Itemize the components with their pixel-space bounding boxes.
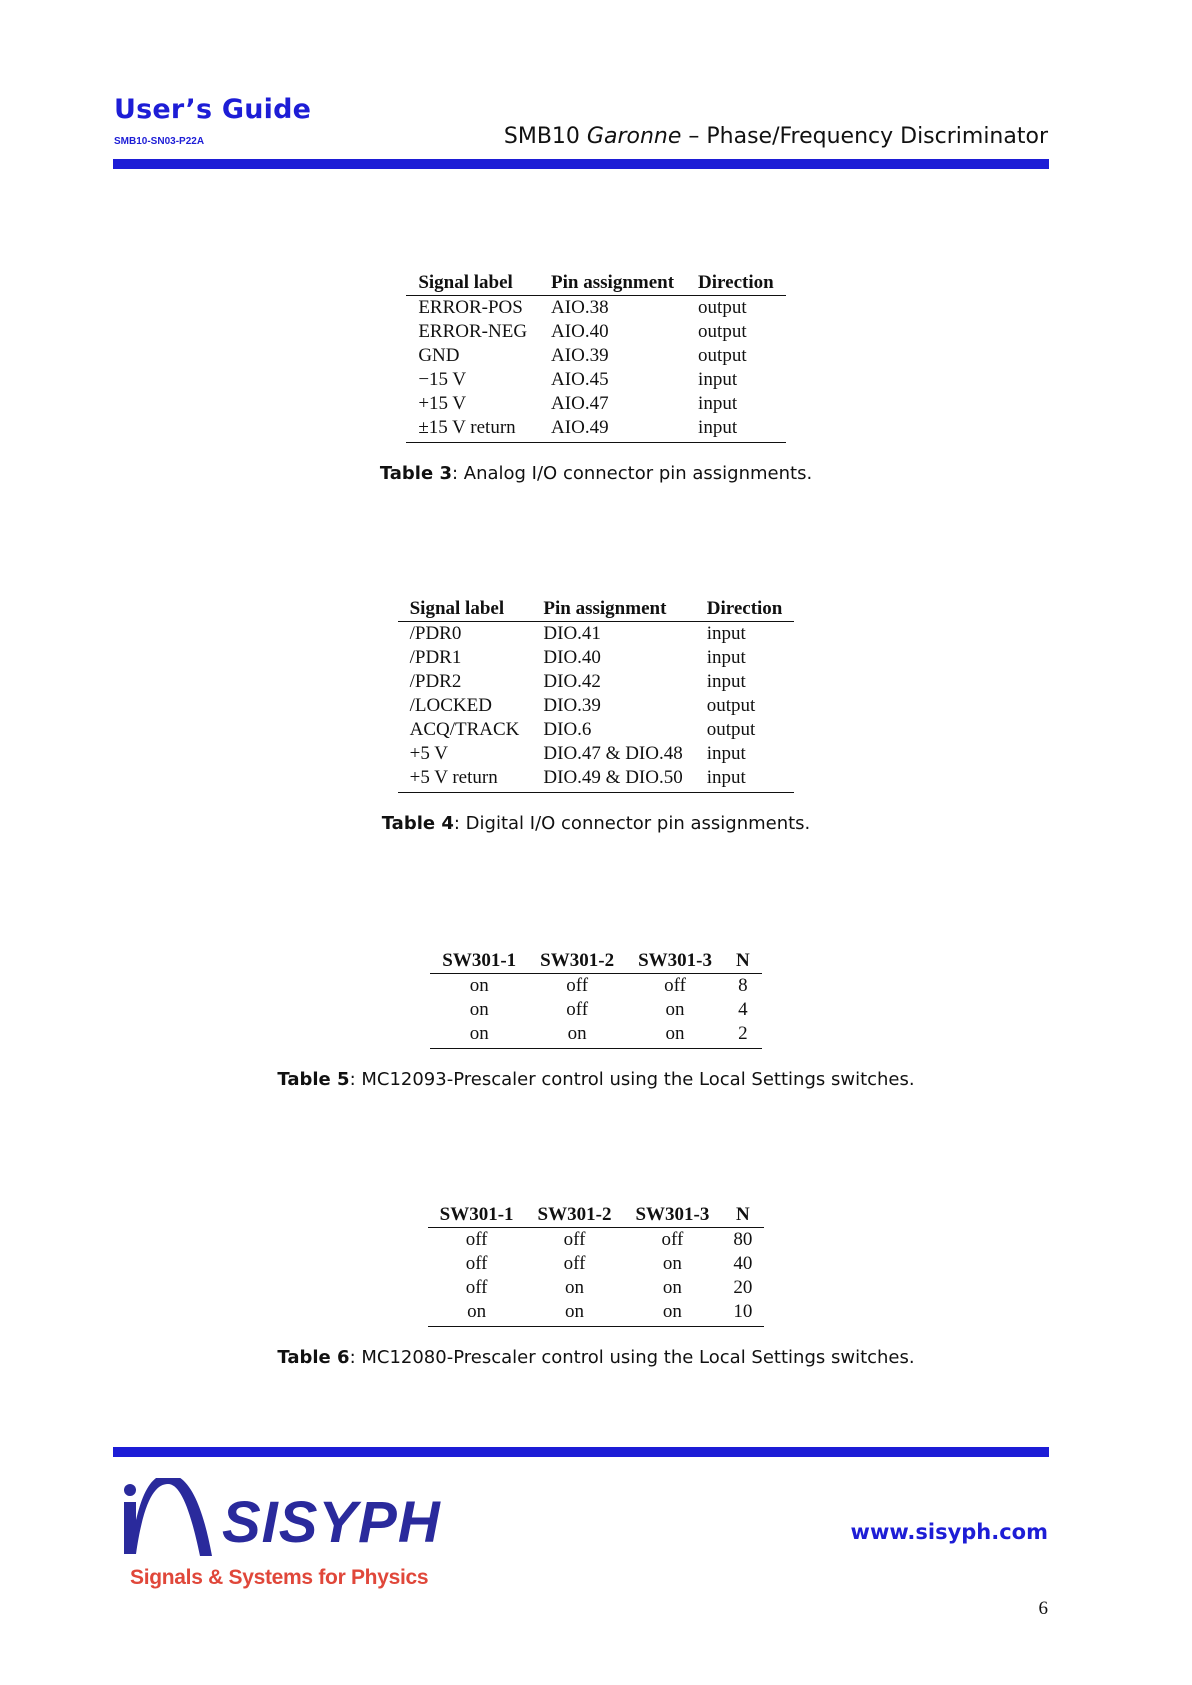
table-cell: DIO.41 <box>543 623 601 644</box>
table-row <box>406 392 785 416</box>
mc12093-prescaler-table <box>430 948 761 1049</box>
table-cell: on <box>565 1277 584 1298</box>
logo-wordmark: SISYPH <box>222 1490 441 1555</box>
table-row <box>428 1228 765 1253</box>
table-cell: /PDR2 <box>409 671 462 692</box>
mc12080-prescaler-table <box>428 1202 765 1327</box>
table-cell: input <box>698 393 738 414</box>
table-header: Pin assignment <box>539 271 686 296</box>
table-cell: 40 <box>733 1253 753 1274</box>
footer-rule <box>113 1447 1049 1457</box>
table-cell: AIO.38 <box>551 297 609 318</box>
table-cell: on <box>428 1300 526 1327</box>
table-cell: off <box>566 999 589 1020</box>
caption-label: Table 5 <box>277 1069 350 1090</box>
table-cell: DIO.40 <box>543 647 601 668</box>
table-cell: AIO.40 <box>551 321 609 342</box>
table-row <box>398 670 795 694</box>
caption-label: Table 4 <box>381 813 454 834</box>
table-cell: on <box>469 975 489 996</box>
table-row <box>398 622 795 647</box>
table-cell: −15 V <box>418 369 467 390</box>
table-cell: on <box>430 1022 528 1049</box>
document-code: SMB10-SN03-P22A <box>114 136 205 147</box>
table-header: SW301-1 <box>428 1203 526 1228</box>
table-header: SW301-2 <box>528 949 626 974</box>
table5-caption <box>0 1069 1192 1090</box>
table-row <box>398 766 795 793</box>
caption-text: : Digital I/O connector pin assignments. <box>453 813 811 834</box>
table-header: Signal label <box>406 271 539 296</box>
table-header: Signal label <box>398 597 532 622</box>
table-row <box>406 296 785 321</box>
table-cell: 4 <box>738 999 748 1020</box>
table-cell: GND <box>418 345 460 366</box>
caption-label: Table 3 <box>379 463 452 484</box>
table-header: Direction <box>686 271 786 296</box>
table-cell: on <box>662 1253 682 1274</box>
table-header: N <box>724 949 762 974</box>
caption-text: : MC12093-Prescaler control using the Local Settings switches. <box>349 1069 915 1090</box>
table-cell: /LOCKED <box>409 695 492 716</box>
table-cell: input <box>706 743 746 764</box>
table3-block <box>0 270 1192 484</box>
analog-io-table <box>406 270 785 443</box>
table-cell: DIO.47 & DIO.48 <box>543 743 683 764</box>
page-number: 6 <box>1038 1598 1048 1619</box>
table-cell: on <box>665 999 685 1020</box>
table-cell: 20 <box>733 1277 753 1298</box>
table5-block <box>0 948 1192 1090</box>
table-cell: output <box>698 345 747 366</box>
table-cell: input <box>706 647 746 668</box>
table4-caption <box>0 813 1192 834</box>
table-header: Direction <box>695 597 795 622</box>
table-cell: on <box>526 1300 624 1327</box>
table-cell: +15 V <box>418 393 467 414</box>
table-cell: input <box>706 623 746 644</box>
table-cell: /PDR0 <box>409 623 462 644</box>
table6-caption <box>0 1347 1192 1368</box>
table-cell: +5 V return <box>398 766 532 793</box>
table-cell: off <box>661 1229 684 1250</box>
table-cell: 80 <box>733 1229 753 1250</box>
table-cell: input <box>695 766 795 793</box>
table-cell: 10 <box>721 1300 764 1327</box>
table-cell: output <box>706 695 756 716</box>
caption-text: : Analog I/O connector pin assignments. <box>451 463 813 484</box>
table-row <box>398 646 795 670</box>
table-cell: on <box>528 1022 626 1049</box>
table-row <box>398 694 795 718</box>
product-prefix: SMB10 <box>503 124 587 149</box>
table-cell: off <box>566 975 589 996</box>
guide-title: User’s Guide <box>114 94 312 125</box>
table-row <box>430 998 761 1022</box>
website-link[interactable]: www.sisyph.com <box>850 1520 1048 1544</box>
table-cell: AIO.45 <box>551 369 609 390</box>
table-header: SW301-3 <box>626 949 724 974</box>
header-rule <box>113 159 1049 169</box>
table-cell: off <box>465 1253 488 1274</box>
table-cell: 2 <box>724 1022 762 1049</box>
caption-label: Table 6 <box>277 1347 350 1368</box>
table-row <box>428 1276 765 1300</box>
table-row <box>398 742 795 766</box>
product-title <box>504 124 1048 149</box>
table-header: Pin assignment <box>531 597 694 622</box>
table-cell: input <box>706 671 746 692</box>
table-header: SW301-3 <box>623 1203 721 1228</box>
table-cell: off <box>563 1229 586 1250</box>
table-cell: ERROR-NEG <box>418 321 528 342</box>
table-cell: off <box>465 1229 488 1250</box>
table-cell: DIO.6 <box>543 719 592 740</box>
table-row <box>430 974 761 999</box>
table-cell: output <box>698 321 747 342</box>
table-row <box>428 1252 765 1276</box>
table-cell: DIO.49 & DIO.50 <box>531 766 694 793</box>
table-cell: input <box>686 416 786 443</box>
table-cell: on <box>469 999 489 1020</box>
table-cell: on <box>623 1300 721 1327</box>
table-header: SW301-2 <box>526 1203 624 1228</box>
table-cell: AIO.39 <box>551 345 609 366</box>
table-cell: +5 V <box>409 743 448 764</box>
digital-io-table <box>398 596 795 793</box>
table-cell: AIO.47 <box>551 393 609 414</box>
table-row <box>398 718 795 742</box>
table6-block <box>0 1202 1192 1368</box>
caption-text: : MC12080-Prescaler control using the Local Settings switches. <box>349 1347 915 1368</box>
table-cell: off <box>664 975 686 996</box>
table-cell: off <box>465 1277 488 1298</box>
table-cell: output <box>706 719 756 740</box>
table-cell: on <box>626 1022 724 1049</box>
table-cell: DIO.42 <box>543 671 601 692</box>
table-row <box>406 320 785 344</box>
table-cell: ERROR-POS <box>418 297 523 318</box>
table-row <box>406 344 785 368</box>
table-cell: 8 <box>738 975 748 996</box>
table-row <box>428 1300 765 1327</box>
table-cell: DIO.39 <box>543 695 601 716</box>
table-cell: AIO.49 <box>539 416 686 443</box>
table-cell: ±15 V return <box>406 416 539 443</box>
table-header: SW301-1 <box>430 949 528 974</box>
table-header: N <box>721 1203 764 1228</box>
table-row <box>430 1022 761 1049</box>
table-cell: off <box>563 1253 586 1274</box>
product-suffix: – Phase/Frequency Discriminator <box>681 124 1048 149</box>
table-cell: input <box>698 369 738 390</box>
product-name: Garonne <box>586 124 682 149</box>
table4-block <box>0 596 1192 834</box>
logo-tagline: Signals & Systems for Physics <box>130 1566 429 1589</box>
table-cell: /PDR1 <box>409 647 462 668</box>
table-cell: on <box>662 1277 682 1298</box>
table3-caption <box>0 463 1192 484</box>
table-row <box>406 416 785 443</box>
table-row <box>406 368 785 392</box>
table-cell: output <box>698 297 747 318</box>
table-cell: ACQ/TRACK <box>409 719 520 740</box>
